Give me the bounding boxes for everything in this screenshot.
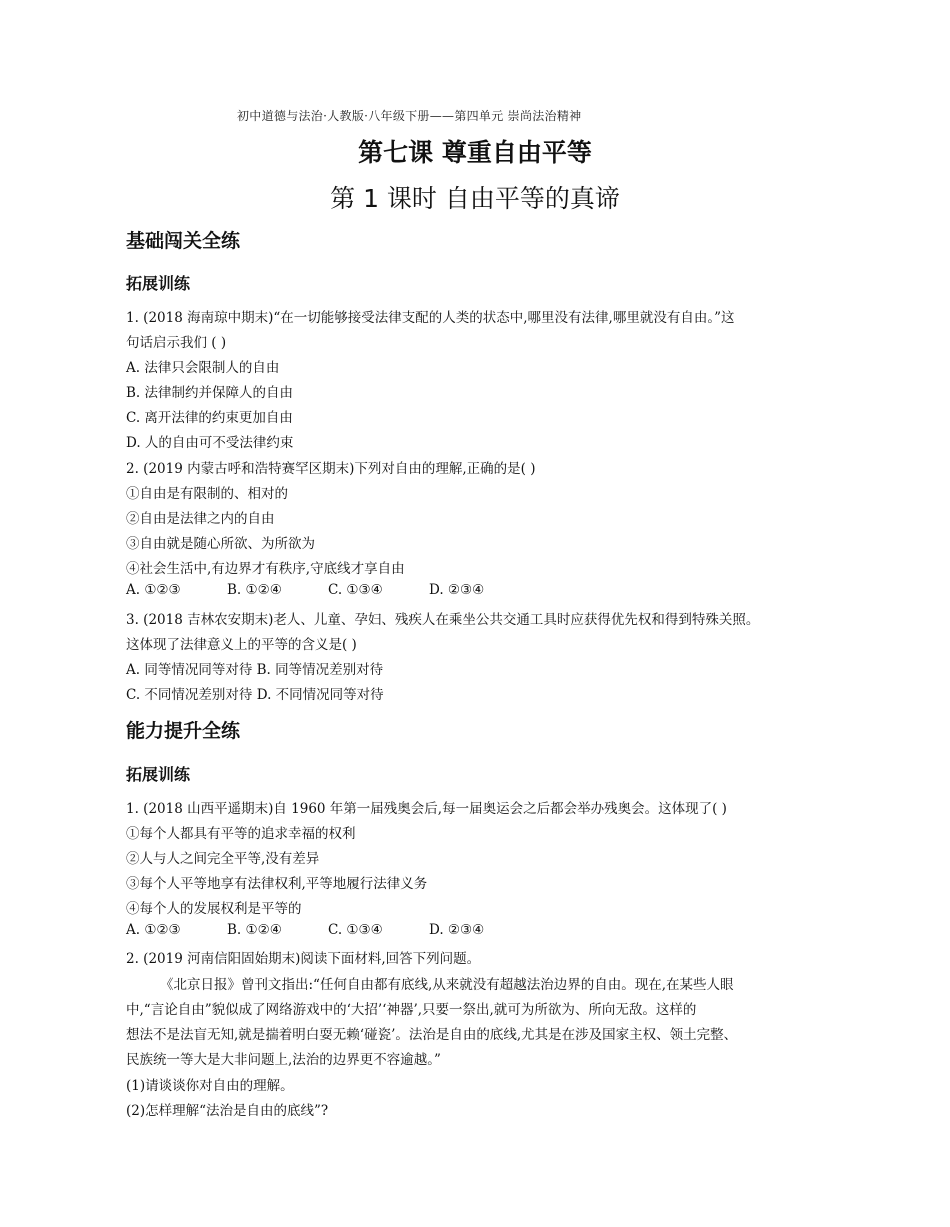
- sub-heading-extension-2: 拓展训练: [126, 765, 191, 784]
- question-2-1-item-2: ②人与人之间完全平等,没有差异: [126, 851, 320, 867]
- question-3-stem-cont: 这体现了法律意义上的平等的含义是( ): [126, 637, 357, 653]
- passage-line-3: 想法不是法盲无知,就是揣着明白耍无赖‘碰瓷’。法治是自由的底线,尤其是在涉及国家主权、领土完整、: [126, 1027, 738, 1043]
- question-2-1-item-4: ④每个人的发展权利是平等的: [126, 901, 302, 917]
- sub-heading-extension: 拓展训练: [126, 274, 191, 293]
- question-2-1-item-1: ①每个人都具有平等的追求幸福的权利: [126, 826, 356, 842]
- lesson-title: 第七课 尊重自由平等: [358, 138, 592, 167]
- passage-line-2: 中,“言论自由”貌似成了网络游戏中的‘大招’‘神器’,只要一祭出,就可为所欲为、所向无敌。这样的: [126, 1002, 697, 1018]
- option-d: D. ②③④: [429, 582, 485, 598]
- section-heading-advanced: 能力提升全练: [126, 720, 241, 742]
- question-1-stem-cont: 句话启示我们 ( ): [126, 335, 227, 351]
- question-1-option-d: D. 人的自由可不受法律约束: [126, 435, 294, 451]
- question-1-option-b: B. 法律制约并保障人的自由: [126, 385, 294, 401]
- sub-question-2: (2)怎样理解“法治是自由的底线”?: [126, 1103, 329, 1119]
- question-2-1-item-3: ③每个人平等地享有法律权利,平等地履行法律义务: [126, 876, 428, 892]
- passage-line-1: 《北京日报》曾刊文指出:“任何自由都有底线,从来就没有超越法治边界的自由。现在,在某些人眼: [160, 977, 734, 993]
- question-2-options: [126, 582, 484, 598]
- sub-title: 第 1 课时 自由平等的真谛: [330, 184, 620, 213]
- question-2-2-stem: 2. (2019 河南信阳固始期末)阅读下面材料,回答下列问题。: [126, 951, 481, 967]
- option-a: A. ①②③: [126, 582, 181, 598]
- running-header: 初中道德与法治·人教版·八年级下册——第四单元 崇尚法治精神: [237, 109, 582, 123]
- section-heading-basic: 基础闯关全练: [126, 230, 241, 252]
- option-b: B. ①②④: [227, 582, 282, 598]
- question-3-stem: 3. (2018 吉林农安期末)老人、儿童、孕妇、残疾人在乘坐公共交通工具时应获得优先权和得到特殊关照。: [126, 612, 760, 628]
- option-b: B. ①②④: [227, 922, 282, 938]
- question-2-stem: 2. (2019 内蒙古呼和浩特赛罕区期末)下列对自由的理解,正确的是( ): [126, 461, 536, 477]
- option-d: D. ②③④: [429, 922, 485, 938]
- question-2-item-3: ③自由就是随心所欲、为所欲为: [126, 536, 315, 552]
- question-2-item-1: ①自由是有限制的、相对的: [126, 486, 288, 502]
- question-3-options-row-2: C. 不同情况差别对待 D. 不同情况同等对待: [126, 687, 384, 703]
- question-2-item-4: ④社会生活中,有边界才有秩序,守底线才享自由: [126, 561, 405, 577]
- question-2-item-2: ②自由是法律之内的自由: [126, 511, 275, 527]
- sub-question-1: (1)请谈谈你对自由的理解。: [126, 1078, 294, 1094]
- passage-line-4: 民族统一等大是大非问题上,法治的边界更不容逾越。”: [126, 1052, 441, 1068]
- option-c: C. ①③④: [328, 582, 383, 598]
- question-2-1-options: [126, 922, 484, 938]
- question-1-option-c: C. 离开法律的约束更加自由: [126, 410, 293, 426]
- question-2-1-stem: 1. (2018 山西平遥期末)自 1960 年第一届残奥会后,每一届奥运会之后都会举办残奥会。这体现了( ): [126, 801, 727, 817]
- option-c: C. ①③④: [328, 922, 383, 938]
- option-a: A. ①②③: [126, 922, 181, 938]
- question-1-stem: 1. (2018 海南琼中期末)“在一切能够接受法律支配的人类的状态中,哪里没有法律,哪里就没有自由。”这: [126, 310, 735, 326]
- question-1-option-a: A. 法律只会限制人的自由: [126, 360, 280, 376]
- question-3-options-row-1: A. 同等情况同等对待 B. 同等情况差别对待: [126, 662, 384, 678]
